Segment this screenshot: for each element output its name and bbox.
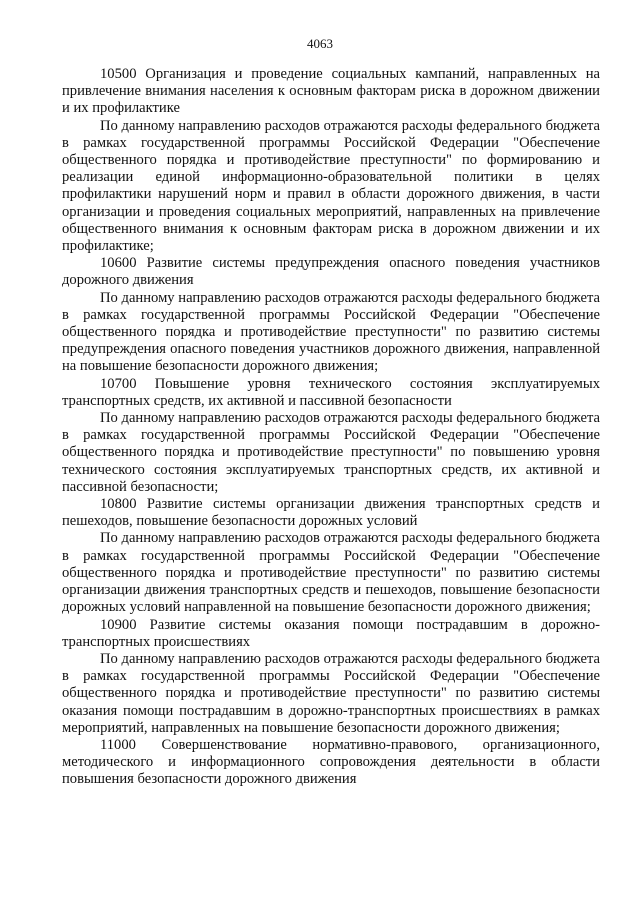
document-body <box>62 66 600 789</box>
page-number: 4063 <box>307 36 333 51</box>
section-heading-10900: 10900 Развитие системы оказания помощи пострадавшим в дорожно-транспортных происшествиях <box>62 616 600 650</box>
section-heading-10800: 10800 Развитие системы организации движения транспортных средств и пешеходов, повышение безопасности дорожных условий <box>62 496 600 530</box>
section-body-10900: По данному направлению расходов отражаются расходы федерального бюджета в рамках государственной программы Российской Федерации "Обеспечение общественного порядка и противодействие преступности" по развитию системы оказания помощи пострадавшим в дорожно-транспортных происшествиях в рамках мероприятий, направленных на повышение безопасности дорожного движения; <box>62 650 600 736</box>
section-body-10800: По данному направлению расходов отражаются расходы федерального бюджета в рамках государственной программы Российской Федерации "Обеспечение общественного порядка и противодействие преступности" по развитию системы организации движения транспортных средств и пешеходов, повышение безопасности дорожных условий направленной на повышение безопасности дорожного движения; <box>62 530 600 616</box>
section-body-10600: По данному направлению расходов отражаются расходы федерального бюджета в рамках государственной программы Российской Федерации "Обеспечение общественного порядка и противодействие преступности" по развитию системы предупреждения опасного поведения участников дорожного движения, направленной на повышение безопасности дорожного движения; <box>62 289 600 375</box>
section-body-10700: По данному направлению расходов отражаются расходы федерального бюджета в рамках государственной программы Российской Федерации "Обеспечение общественного порядка и противодействие преступности" по повышению уровня технического состояния эксплуатируемых транспортных средств, их активной и пассивной безопасности; <box>62 410 600 495</box>
section-body-10500: По данному направлению расходов отражаются расходы федерального бюджета в рамках государственной программы Российской Федерации "Обеспечение общественного порядка и противодействие преступности" по формированию и реализации единой информационно-образовательной политики в целях профилактики нарушений норм и правил в области дорожного движения, в части организации и проведения социальных мероприятий, направленных на привлечение общественного внимания к основным факторам риска в дорожном движении и их профилактике; <box>62 117 600 255</box>
section-heading-10500: 10500 Организация и проведение социальных кампаний, направленных на привлечение внимания населения к основным факторам риска в дорожном движении и их профилактике <box>62 66 600 117</box>
section-heading-10700: 10700 Повышение уровня технического состояния эксплуатируемых транспортных средств, их активной и пассивной безопасности <box>62 375 600 409</box>
section-heading-11000: 11000 Совершенствование нормативно-правового, организационного, методического и информационного сопровождения деятельности в области повышения безопасности дорожного движения <box>62 736 600 788</box>
section-heading-10600: 10600 Развитие системы предупреждения опасного поведения участников дорожного движения <box>62 255 600 289</box>
